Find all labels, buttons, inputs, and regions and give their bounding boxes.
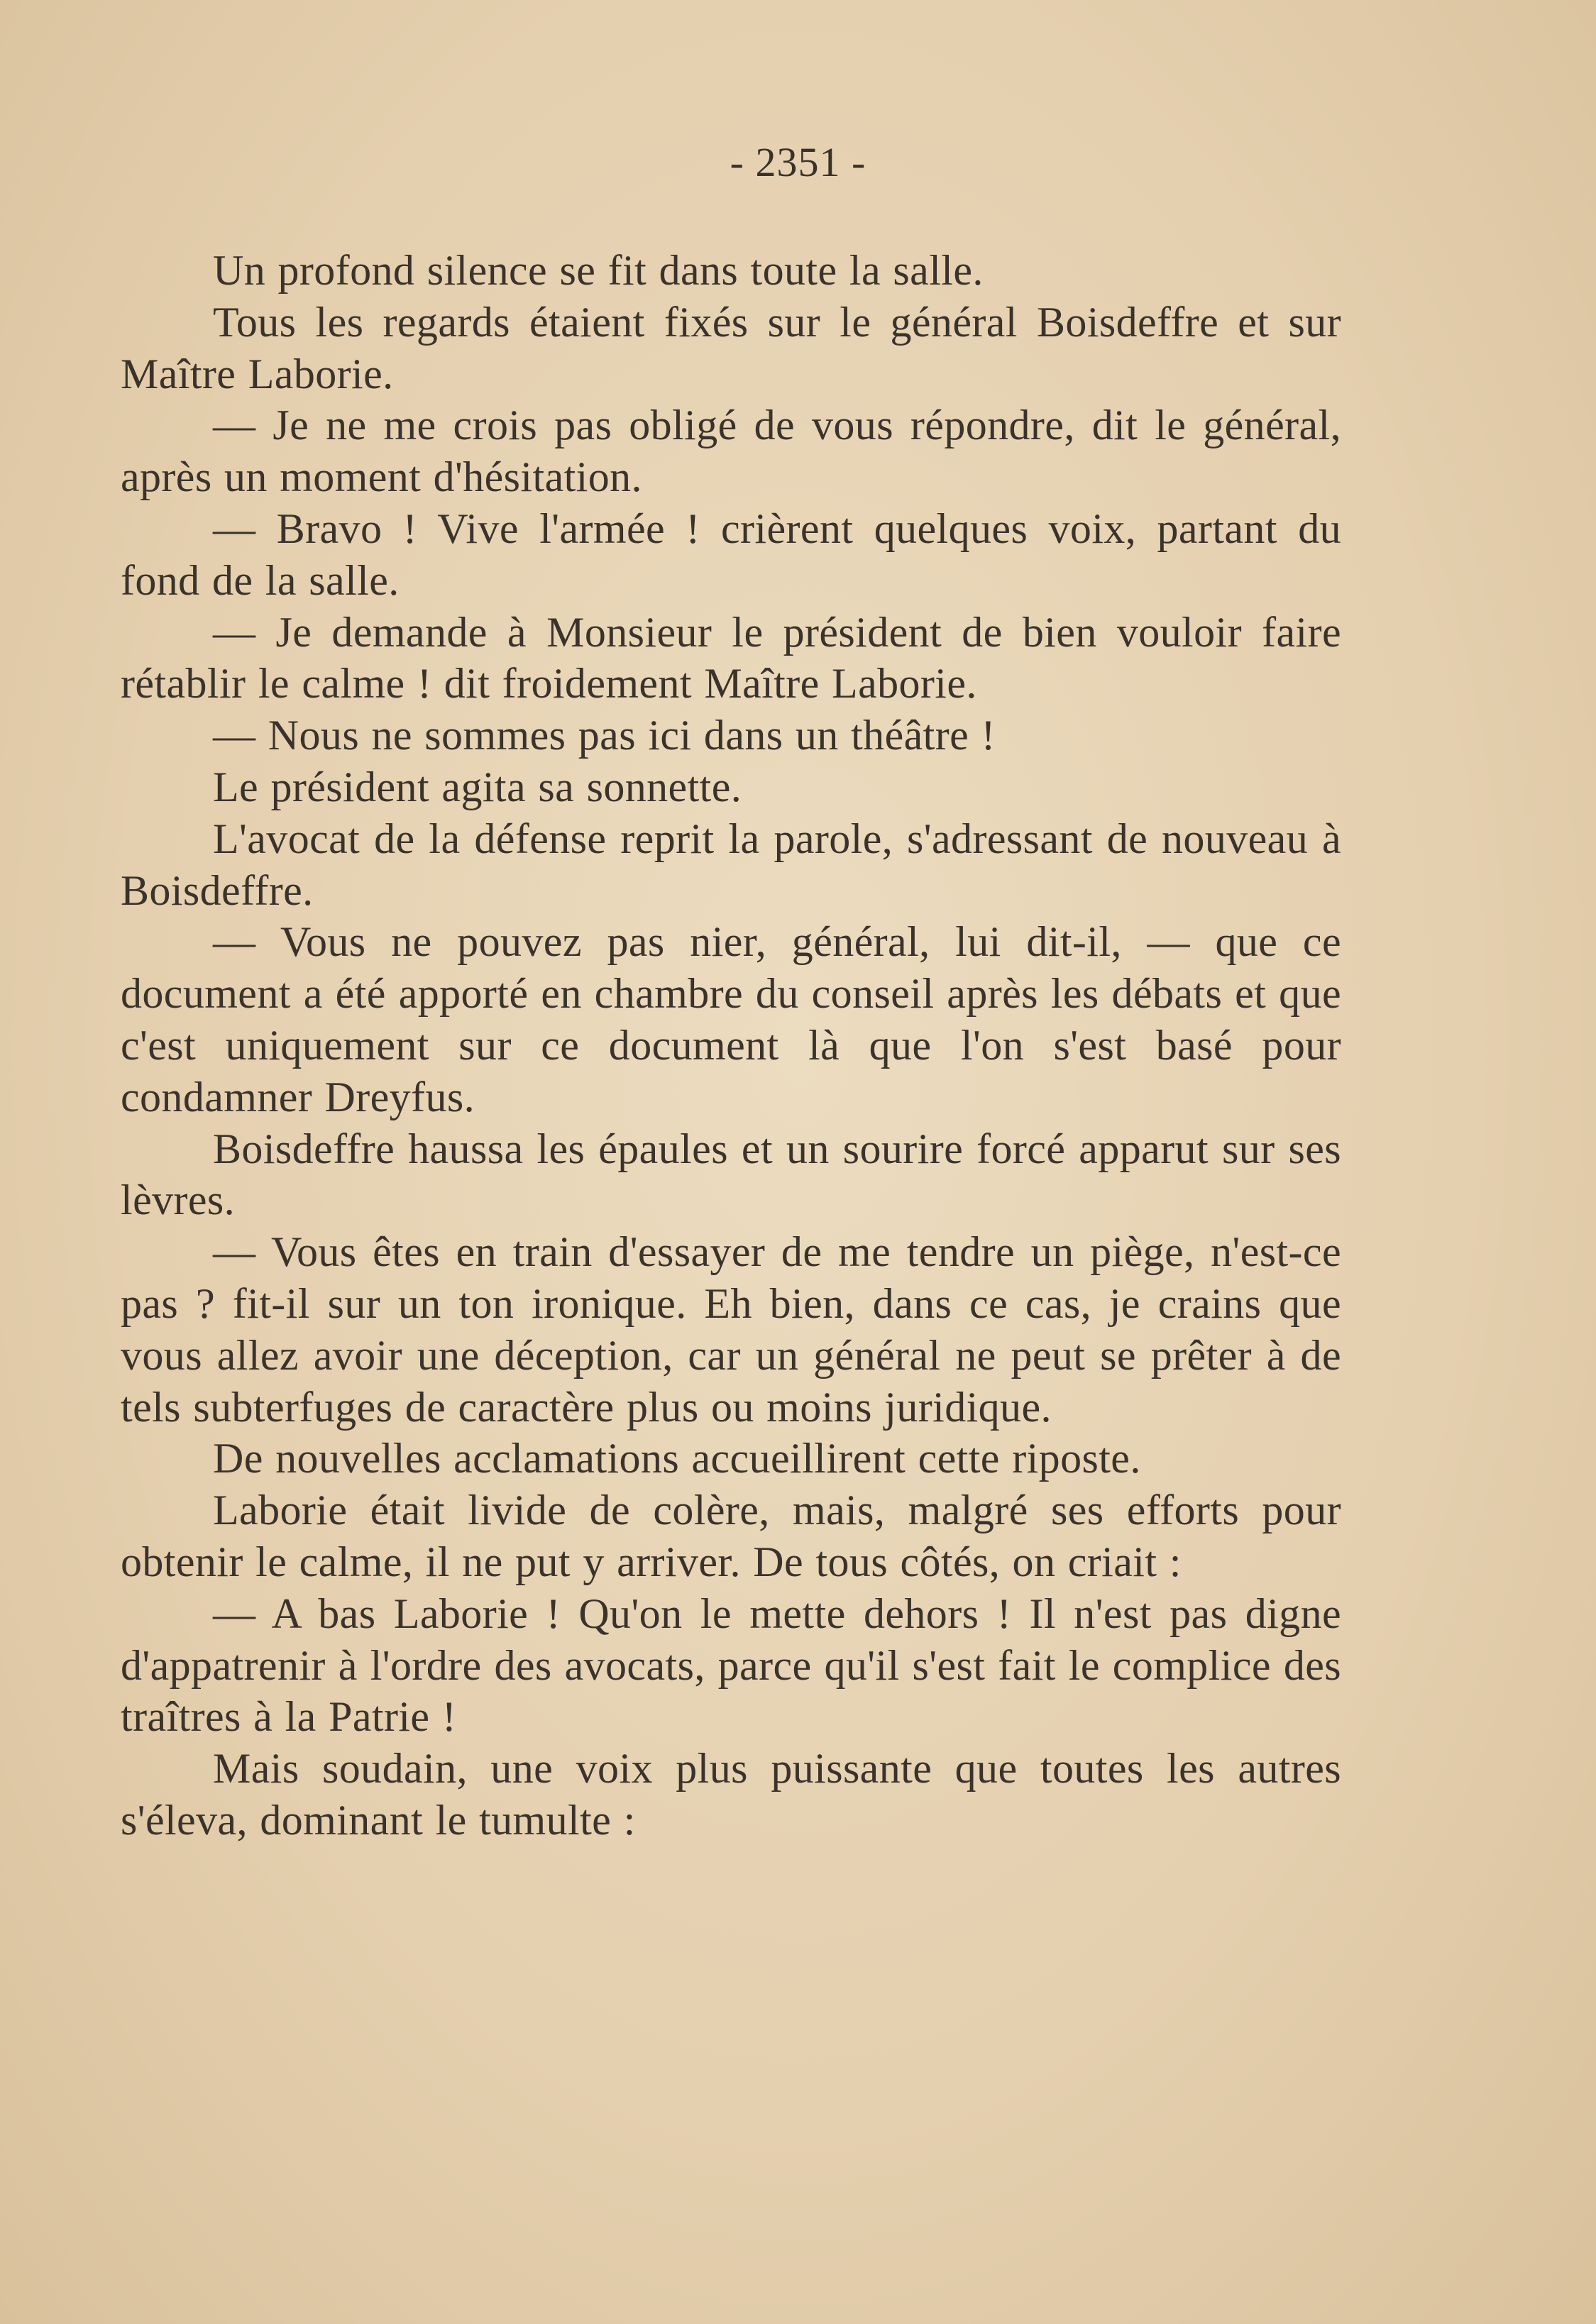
paragraph-10: Boisdeffre haussa les épaules et un sourire forcé apparut sur ses lèvres. [121,1125,1341,1224]
paragraph-3: — Je ne me crois pas obligé de vous répondre, dit le général, après un moment d'hésitation. [121,402,1341,501]
paragraph-2: Tous les regards étaient fixés sur le général Boisdeffre et sur Maître Laborie. [121,298,1341,397]
paragraph-8: L'avocat de la défense reprit la parole, s'adressant de nouveau à Boisdeffre. [121,815,1341,914]
paragraph-1: Un profond silence se fit dans toute la salle. [213,247,984,294]
paragraph-13: Laborie était livide de colère, mais, malgré ses efforts pour obtenir le calme, il ne put y arriver. De tous côtés, on criait : [121,1487,1341,1585]
paragraph-15: Mais soudain, une voix plus puissante que toutes les autres s'éleva, dominant le tumulte : [121,1745,1341,1844]
paragraph-6: — Nous ne sommes pas ici dans un théâtre ! [213,712,996,759]
body-text [121,245,1341,1846]
paragraph-4: — Bravo ! Vive l'armée ! crièrent quelques voix, partant du fond de la salle. [121,505,1341,604]
paragraph-5: — Je demande à Monsieur le président de bien vouloir faire rétablir le calme ! dit froidement Maître Laborie. [121,608,1341,707]
paragraph-11: — Vous êtes en train d'essayer de me tendre un piège, n'est-ce pas ? fit-il sur un ton ironique. Eh bien, dans ce cas, je crains que vous allez avoir une déception, car un général ne peut se prêter à de tels subterfuges de caractère plus ou moins juridique. [121,1228,1341,1431]
page-number: - 2351 - [730,139,866,185]
paragraph-9: — Vous ne pouvez pas nier, général, lui dit-il, — que ce document a été apporté en chambre du conseil après les débats et que c'est uniquement sur ce document là que l'on s'est basé pour condamner Dreyfus. [121,918,1341,1120]
paragraph-14: — A bas Laborie ! Qu'on le mette dehors ! Il n'est pas digne d'appatrenir à l'ordre des avocats, parce qu'il s'est fait le complice des traîtres à la Patrie ! [121,1590,1341,1741]
paragraph-12: De nouvelles acclamations accueillirent cette riposte. [213,1435,1141,1482]
paragraph-7: Le président agita sa sonnette. [213,763,742,810]
